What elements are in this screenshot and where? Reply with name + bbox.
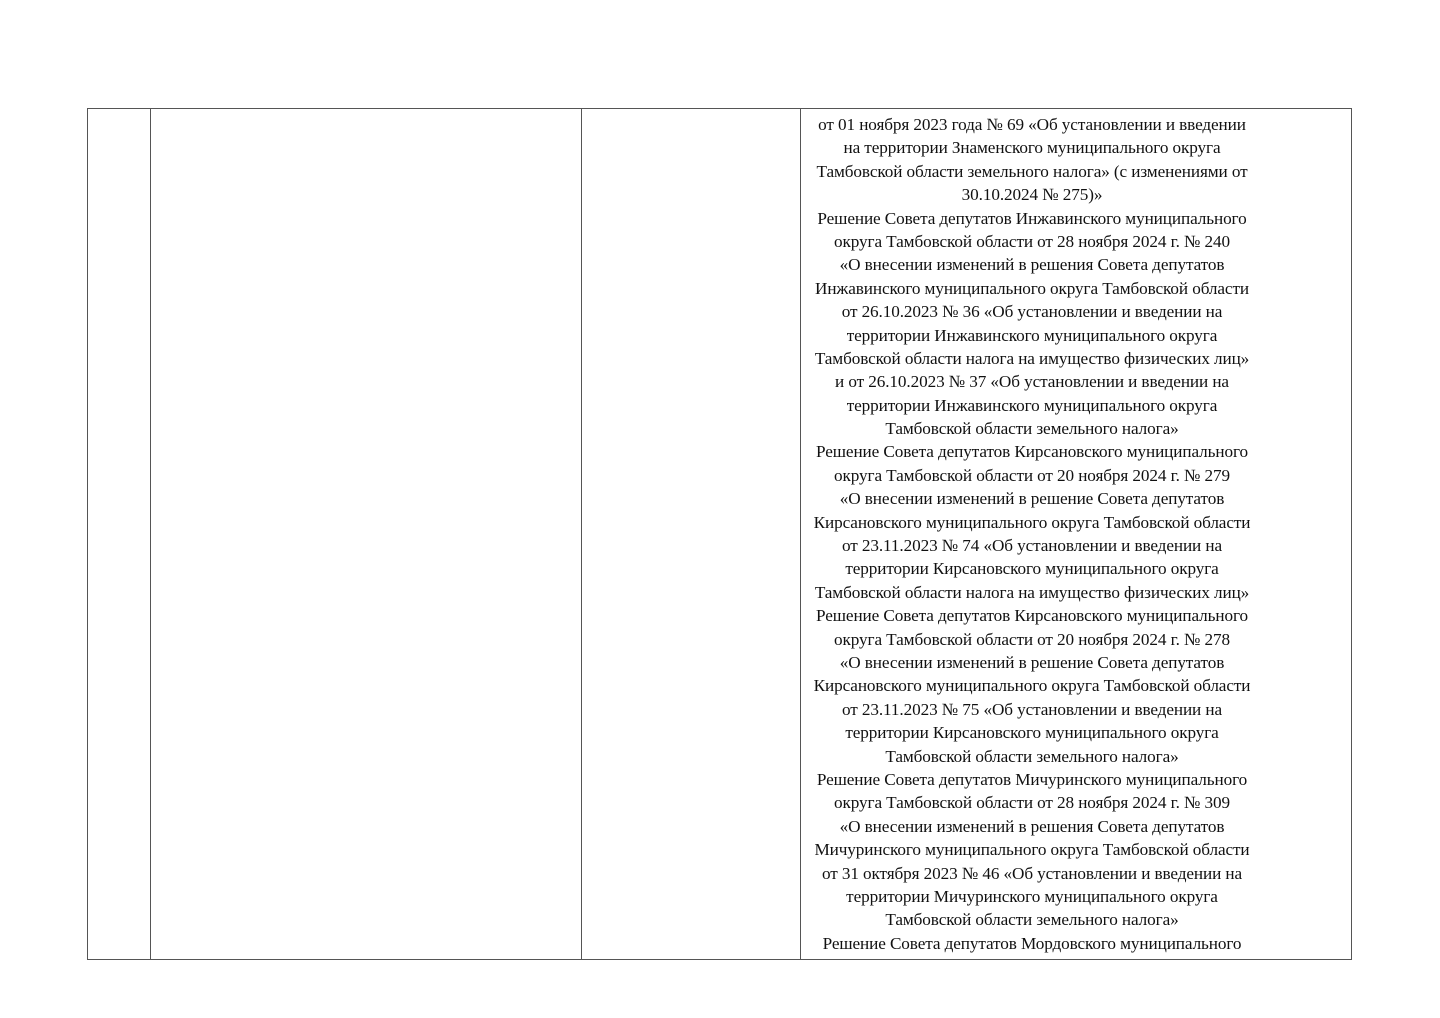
legal-act-line: «О внесении изменений в решение Совета депутатов [839,489,1225,509]
legal-act-line: от 01 ноября 2023 года № 69 «Об установлении и введении [818,115,1246,134]
legal-act-line: «О внесении изменений в решения Совета депутатов [839,255,1225,275]
legal-act-line: Решение Совета депутатов Мордовского муниципального [822,933,1242,953]
legal-act-line: округа Тамбовской области от 28 ноября 2024 г. № 309 [834,793,1230,813]
legal-act-line: «О внесении изменений в решение Совета депутатов [839,652,1225,672]
legal-act-line: округа Тамбовской области от 28 ноября 2024 г. № 240 [834,231,1230,251]
legal-act-line: от 23.11.2023 № 75 «Об установлении и введении на [842,699,1222,719]
legal-acts-text [801,109,1263,955]
legal-act-line: Кирсановского муниципального округа Тамбовской области [813,676,1251,696]
legal-act-line: «О внесении изменений в решения Совета депутатов [839,816,1225,836]
legal-act-line: и от 26.10.2023 № 37 «Об установлении и введении на [835,372,1229,392]
legal-act-line: Тамбовской области земельного налога» [885,910,1179,930]
legal-act-line: Мичуринского муниципального округа Тамбовской области [814,840,1250,860]
legal-act-line: 30.10.2024 № 275)» [961,185,1103,205]
legal-act-line: Решение Совета депутатов Кирсановского муниципального [816,442,1248,462]
legal-act-line: Решение Совета депутатов Кирсановского муниципального [816,606,1248,626]
legal-act-line: Решение Совета депутатов Мичуринского муниципального [816,769,1248,789]
legal-act-line: Кирсановского муниципального округа Тамбовской области [813,512,1251,532]
legal-act-line: от 26.10.2023 № 36 «Об установлении и введении на [841,302,1223,322]
legal-act-line: территории Инжавинского муниципального округа [846,395,1218,415]
legal-act-line: от 23.11.2023 № 74 «Об установлении и введении на [842,536,1222,556]
legal-act-line: территории Инжавинского муниципального округа [846,325,1218,345]
cell-details [582,109,800,959]
legal-act-line: на территории Знаменского муниципального округа [843,138,1221,158]
legal-act-line: Инжавинского муниципального округа Тамбовской области [815,278,1249,298]
legal-act-line: округа Тамбовской области от 20 ноября 2024 г. № 279 [834,465,1230,485]
legal-act-line: округа Тамбовской области от 20 ноября 2024 г. № 278 [834,629,1230,649]
legal-act-line: Тамбовской области земельного налога» [885,419,1179,439]
legal-act-line: Тамбовской области земельного налога» [885,746,1179,766]
legal-act-line: Тамбовской области налога на имущество физических лиц» [814,348,1250,368]
legal-act-line: территории Кирсановского муниципального округа [845,723,1219,743]
cell-number [88,109,150,959]
legal-act-line: территории Кирсановского муниципального округа [845,559,1219,579]
legal-act-line: территории Мичуринского муниципального округа [846,886,1218,906]
cell-name [151,109,581,959]
cell-legal-acts [801,109,1263,959]
legal-act-line: Тамбовской области земельного налога» (с изменениями от [816,161,1248,181]
legal-act-line: от 31 октября 2023 № 46 «Об установлении и введении на [821,863,1243,883]
legal-acts-table [87,108,1352,960]
legal-act-line: Тамбовской области налога на имущество физических лиц» [814,582,1250,602]
legal-act-line: Решение Совета депутатов Инжавинского муниципального [817,208,1247,228]
